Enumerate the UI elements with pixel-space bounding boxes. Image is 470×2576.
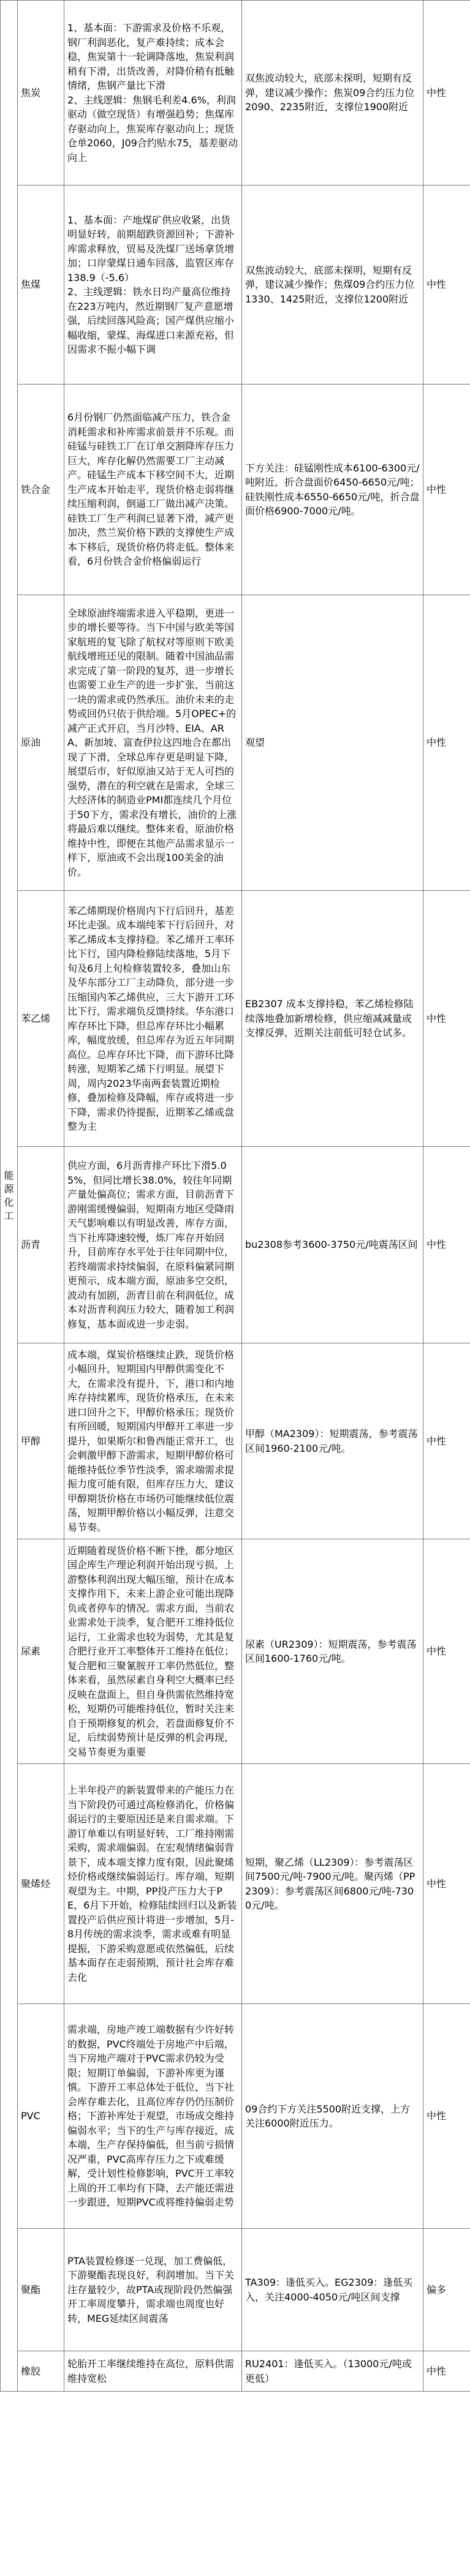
table-row xyxy=(1,1147,470,1343)
table-row xyxy=(1,891,470,1147)
product-name-cell: 甲醇 xyxy=(18,1343,64,1539)
product-name-cell: 焦煤 xyxy=(18,186,64,385)
table-row xyxy=(1,1539,470,1764)
analysis-paragraph: 需求端，房地产竣工端数据有少许好转的数据，PVC终端处于房地产中后端，当下房地产端对于PVC需求仍较为受限；短期订单偏弱，下游补库更为谨慎。下游开工率总体处于低位，当下社会库存难去化，且高位库存仍仍压制价格；下游补库处于观望，市场成交维持偏弱水平；当下的生产与库存接近，成本端，生产存保持偏低，但当前亏损情况严重，PVC高库存压力之下或难缓解，受计划性检修影响，PVC开工率较上周的开工率均有下降，去产能还需进一步跟进，短期PVC或将维持偏弱走势 xyxy=(67,2024,235,2209)
analysis-cell xyxy=(64,891,242,1147)
table-row xyxy=(1,1764,470,2004)
analysis-paragraph: 全球原油终端需求进入平稳期，更进一步的增长要等待。当下中国与欧美等国家航班的复飞除了航权对等原则下欧美航线增班还见的限制。随着中国油品需求完成了第一阶段的复苏，进一步增长也需要工业生产的进一步扩张，当前这一块的需求或仍然承压。油价未来的走势或回仍只依于供给端。5月OPEC+的减产正式开启，当月沙特、EIA、ARA、新加坡、富查伊拉这四地合在都出现了下滑，全球总库存更是明显下降，展望后市，好似原油又站于无人可挡的强势，潜在的利空就在是需求，全球三大经济体的制造业PMI都连续几个月位于50下方，需求没有增长，油价的上涨将最后难以继续。整体来看，原油价格维持中性，即便在其他产品需求显示一样下，原油或不会出现100美金的油价。 xyxy=(67,607,237,878)
product-name-cell: 铁合金 xyxy=(18,385,64,595)
rating-cell: 中性 xyxy=(423,595,470,891)
analysis-paragraph: 2、主线逻辑：铁水日均产量高位维持在223万吨内，然近期钢厂复产意愿增强，后续回落风险高；国产煤供应缩小幅收缩，蒙煤、海煤进口来源充裕，但因需求不振小幅下调 xyxy=(67,286,235,355)
analysis-paragraph: 轮胎开工率继续维持在高位，原料供需维持宽松 xyxy=(67,2358,235,2384)
view-cell: 观望 xyxy=(242,595,423,891)
rating-cell: 中性 xyxy=(423,2004,470,2229)
rating-cell: 偏多 xyxy=(423,2229,470,2351)
analysis-cell xyxy=(64,2004,242,2229)
rating-cell: 中性 xyxy=(423,1,470,186)
analysis-paragraph: 成本端，煤炭价格继续止跌，现货价格小幅回升，短期国内甲醇供需变化不大，在需求没有提升，下，港口和内地库存持续累库，现货价格承压，在未来进口回升之下，甲醇价格承压；现货价有所回暖，短期国内甲醇开工率进一步提升，如果斯尔和鲁西能正常开工，也会刺激甲醇下游需求，短期甲醇价格可能维持低位季节性淡季，需求端需求提振力度可能有限，但库存压力大，建议甲醇期货价格在市场仍可能继续低位震荡，短期甲醇价格以小幅反弹，注意交易节奏。 xyxy=(67,1348,235,1533)
analysis-cell xyxy=(64,2351,242,2392)
category-label: 能源化工 xyxy=(4,1170,14,1222)
analysis-cell xyxy=(64,1,242,186)
rating-cell: 中性 xyxy=(423,385,470,595)
analysis-cell xyxy=(64,595,242,891)
rating-cell: 中性 xyxy=(423,186,470,385)
view-cell: 09合约下方关注5500附近支撑，上方关注6000附近压力。 xyxy=(242,2004,423,2229)
table-body xyxy=(1,1,470,2392)
table-row xyxy=(1,2229,470,2351)
product-name-cell: PVC xyxy=(18,2004,64,2229)
product-name-cell: 橡胶 xyxy=(18,2351,64,2392)
product-name-cell: 尿素 xyxy=(18,1539,64,1764)
analysis-paragraph: 2、主线逻辑：焦钢毛利差4.6%，利润驱动（做空现货）有增强趋势；焦煤库存驱动向上，焦炭库存驱动向上；现货仓单2060，J09合约贴水75，基差驱动向上 xyxy=(67,94,238,163)
rating-cell: 中性 xyxy=(423,2351,470,2392)
view-cell: RU2401：逢低买入。（13000元/吨或更低） xyxy=(242,2351,423,2392)
product-name-cell: 焦炭 xyxy=(18,1,64,186)
view-cell: TA309：逢低买入。EG2309：逢低买入，关注4000-4050元/吨区间支撑 xyxy=(242,2229,423,2351)
analysis-paragraph: 1、基本面：产地煤矿供应收紧，出货明显好转，前期超跌资源回补；下游补库需求释放，贸易及洗煤厂送场拿货增加；口岸蒙煤日通车回落，监管区库存138.9（-5.6） xyxy=(67,214,235,284)
view-cell: 短期，聚乙烯（LL2309）：参考震荡区间7500元/吨-7900元/吨。聚丙烯（PP2309）：参考震荡区间6800元/吨-7300元/吨。 xyxy=(242,1764,423,2004)
category-cell xyxy=(1,1,18,2392)
analysis-paragraph: 6月份钢厂仍然面临减产压力，铁合金消耗需求和补库需求前景并不乐观。而硅锰与硅铁工厂在订单交割降库存压力巨大，库存化解仍然需要工厂主动减产。硅锰生产成本下移空间不大，近期生产成本开始走平，现货价格走弱将继续压缩利润，倒逼工厂做出减产决策。硅铁工厂生产利润已显著下滑，减产更加决，然兰炭价格下跌的支撑使生产成本下移后，现货价格仍将走低。整体来看，6月份铁合金价格偏弱运行 xyxy=(67,411,235,568)
product-name-cell: 原油 xyxy=(18,595,64,891)
table-row xyxy=(1,385,470,595)
table-row xyxy=(1,186,470,385)
rating-cell: 中性 xyxy=(423,1343,470,1539)
analysis-cell xyxy=(64,1343,242,1539)
analysis-cell xyxy=(64,1539,242,1764)
analysis-paragraph: 近期随着现货价格不断下挫，都分地区国企库生产理论利润开始出现亏损，上游整体利润出现大幅压缩，预计在成本支撑作用下，未来上游企业可能出现降负或者停车的情况。需求方面，当前农业需求处于淡季，复合肥开工维持低位运行，工业需求也较为弱势，尤其是复合肥行业开工率整体开工维持在低位；复合肥和三聚氰胺开工率仍然低位，整体来看，虽然尿素自身利空大概率已经反映在盘面上，但自身供需依然维持宽松，短期仍可能维持低位，暂时关注来自于预期修复的机会，若盘面修复价不足，后续弱势预计是反弹的机会再现，交易节奏更为重要 xyxy=(67,1544,235,1758)
table-row xyxy=(1,595,470,891)
rating-cell: 中性 xyxy=(423,1539,470,1764)
analysis-cell xyxy=(64,2229,242,2351)
rating-cell: 中性 xyxy=(423,1147,470,1343)
analysis-paragraph: 开工率周度攀升，需求端也周度也好转，MEG延续区间震荡 xyxy=(67,2298,225,2324)
analysis-paragraph: 1、基本面：下游需求及价格不乐观，钢厂利润恶化，复产难持续；成本会稳，焦炭第十一轮调降落地，焦炭利润稍有下滑，出货改善，对降价稍有抵触情绪，焦钢产量比下滑 xyxy=(67,22,235,91)
view-cell: 双焦波动较大，底部未探明，短期有反弹，建议减少操作；焦炭09合约压力位2090、2235附近，支撑位1900附近 xyxy=(242,1,423,186)
analysis-cell xyxy=(64,1764,242,2004)
view-cell: bu2308参考3600-3750元/吨震荡区间 xyxy=(242,1147,423,1343)
table-row xyxy=(1,1,470,186)
view-cell: 甲醇（MA2309）：短期震荡，参考震荡区间1960-2100元/吨。 xyxy=(242,1343,423,1539)
analysis-cell xyxy=(64,1147,242,1343)
view-cell: EB2307 成本支撑持稳，苯乙烯检修陆续落地叠加新增检修，供应缩减减量或支撑反弹，近期关注前低可轻仓试多。 xyxy=(242,891,423,1147)
rating-cell: 中性 xyxy=(423,1764,470,2004)
table-row xyxy=(1,2351,470,2392)
product-name-cell: 沥青 xyxy=(18,1147,64,1343)
analysis-paragraph: 苯乙烯期现价格周内下行后回升，基差环比走强。成本端纯苯下行后回升，对苯乙烯成本支撑持稳。苯乙烯开工率环比下行，国内降检修陆续落地，5月下旬及6月上旬检修装置较多，叠加山东及华东部分工厂主动降负，部分进一步压缩国内苯乙烯供应，三大下游开工环比下行，需求端负反馈持续。华东港口库存环比下降，但总库存环比小幅累库，幅度放缓，但总库存为近五年同期高位。总库存环比下降，而下游环比降转涨，短期苯乙烯下行明显。展望下周，周内2023华南两套装置近期检修，叠加检修及降幅，库存或将进一步下降，需求仍待提振，近期苯乙烯或盘整为主 xyxy=(67,904,235,1132)
product-name-cell: 苯乙烯 xyxy=(18,891,64,1147)
table-row xyxy=(1,2004,470,2229)
analysis-cell xyxy=(64,186,242,385)
analysis-paragraph: 上半年投产的新装置带来的产能压力在当下阶段仍可通过高检修消化，价格偏弱运行的主要原因还是来自需求端。下游订单难以有明显好转，工厂维持刚需采购，需求端偏弱。在宏观情绪偏弱背景下，成本端支撑力度有限，因此聚烯烃价格或继续偏弱运行。库存端，短期观望为主。中期，PP投产压力大于PE，6月下开始，检修陆续回归以及新装置投产后供应预计将进一步增加，5月-8月传统的需求淡季，需求或难有明显提振，下游采购意愿或依然偏低，后续基本面存在走弱预期，预计社会库存难去化 xyxy=(67,1784,237,1983)
analysis-paragraph: PTA装置检修逐一兑现，加工费偏低，下游聚酯表现良好，利润增加。当下关注存量较少，故PTA或现阶段仍然偏强 xyxy=(67,2255,235,2296)
analysis-paragraph: 供应方面，6月沥青排产环比下滑5.05%，但同比增长38.0%，较往年同期产量处偏高位；需求方面，目前沥青下游刚需缓慢偏弱，短期南方地区受降雨天气影响难以有明显改善，库存方面，当下社库降速较慢，炼厂库存开始回升，目前库存水平处于往年同期中位，若终端需求持续偏弱，在原料偏紧同期更预示，成本端方面，原油多空交织，波动有加剧，沥青目前在利润低位，成本对沥青利润压力较大，随着加工利润修复，基本面或进一步走弱。 xyxy=(67,1160,235,1330)
view-cell: 下方关注：硅锰刚性成本6100-6300元/吨附近，折合盘面价6450-6650元/吨；硅铁刚性成本6550-6650元/吨，折合盘面价格6900-7000元/吨。 xyxy=(242,385,423,595)
analysis-cell xyxy=(64,385,242,595)
rating-cell: 中性 xyxy=(423,891,470,1147)
table-row xyxy=(1,1343,470,1539)
view-cell: 尿素（UR2309）：短期震荡，参考震荡区间1600-1760元/吨。 xyxy=(242,1539,423,1764)
product-name-cell: 聚酯 xyxy=(18,2229,64,2351)
view-cell: 双焦波动较大，底部未探明，短期有反弹，建议减少操作；焦煤09合约压力位1330、1425附近，支撑位1200附近 xyxy=(242,186,423,385)
product-name-cell: 聚烯烃 xyxy=(18,1764,64,2004)
